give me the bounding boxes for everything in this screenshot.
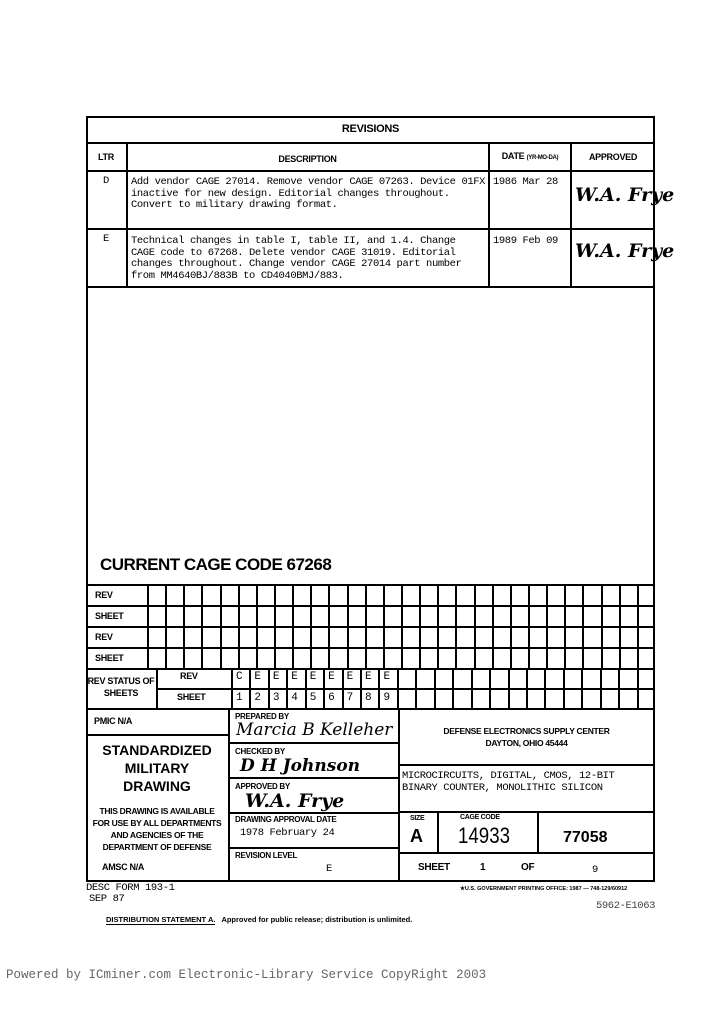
sheet-cell (526, 688, 544, 708)
grid-cell-divider (238, 584, 240, 668)
rev-cell (489, 668, 507, 688)
rev-cell (231, 668, 249, 688)
rev-value: E (365, 671, 372, 683)
approved-signature: W.A. Frye (575, 184, 675, 206)
rev-cell (415, 668, 433, 688)
rev-cell (618, 668, 636, 688)
checked-by-signature: D H Johnson (240, 756, 361, 776)
rev-cell (563, 668, 581, 688)
grid-cell-divider (564, 584, 566, 668)
sheet-value: 1 (236, 692, 243, 704)
rev-cell (323, 668, 341, 688)
rev-cell (378, 668, 396, 688)
current-cage-code: CURRENT CAGE CODE 67268 (100, 555, 332, 574)
prepared-by-label: PREPARED BY (235, 712, 289, 721)
rev-cell (434, 668, 452, 688)
description-header: DESCRIPTION (278, 154, 337, 164)
amsc-label: AMSC N/A (102, 862, 145, 872)
sheet-cell (452, 688, 470, 708)
grid-cell-divider (256, 584, 258, 668)
sheet-cell (471, 688, 489, 708)
standardized-military-drawing (86, 741, 228, 795)
sheet-cell (415, 688, 433, 708)
sheet-cell (563, 688, 581, 708)
grid-cell-divider (201, 584, 203, 668)
sheet-value: 7 (346, 692, 354, 704)
rev-value: C (236, 671, 243, 683)
sheet-value: 3 (272, 692, 280, 704)
rev-cell (342, 668, 360, 688)
sheet-value: 4 (291, 692, 298, 704)
rev-value: E (383, 671, 391, 683)
rev-status-label: REV STATUS OF SHEETS (87, 676, 155, 698)
watermark: Powered by ICminer.com Electronic-Library Service CopyRight 2003 (6, 968, 487, 982)
sheet-value: 5 (309, 692, 317, 704)
sheet-cell (249, 688, 267, 708)
rev-cell (268, 668, 286, 688)
pmic-label: PMIC N/A (94, 716, 133, 726)
sheet-cell (231, 688, 249, 708)
rev-cell (600, 668, 618, 688)
sheet-cell (637, 688, 655, 708)
drawing-title: MICROCIRCUITS, DIGITAL, CMOS, 12-BIT BINARY COUNTER, MONOLITHIC SILICON (402, 770, 615, 794)
grid-cell-divider (455, 584, 457, 668)
drawing-text: DRAWING (123, 778, 191, 794)
status-sheet-label: SHEET (177, 692, 206, 702)
sheet-cell (323, 688, 341, 708)
date-header-label: DATE (501, 151, 525, 161)
sheet-cell (581, 688, 599, 708)
rev-cell (471, 668, 489, 688)
rev-value: E (254, 671, 262, 683)
grid-row-label: SHEET (95, 653, 124, 663)
rev-value: E (272, 671, 280, 683)
sheet-total: 9 (592, 864, 598, 876)
grid-row-label: REV (95, 590, 113, 600)
sheet-value: 9 (383, 692, 391, 704)
agency-name: DEFENSE ELECTRONICS SUPPLY CENTER (443, 726, 610, 736)
cage-code-value: 14933 (458, 823, 511, 848)
standardized-text: STANDARDIZED (102, 742, 212, 758)
approved-by-signature: W.A. Frye (245, 790, 345, 812)
sheet-cell (342, 688, 360, 708)
grid-cell-divider (328, 584, 330, 668)
revision-ltr: E (103, 233, 109, 245)
prepared-by-signature: Marcia B Kelleher (236, 720, 393, 740)
date-header (490, 151, 570, 161)
approved-by-label: APPROVED BY (235, 782, 290, 791)
size-value: A (410, 826, 423, 846)
rev-cell (397, 668, 415, 688)
distribution-text: Approved for public release; distribution is unlimited. (221, 915, 413, 924)
rev-value: E (328, 671, 335, 683)
ltr-header: LTR (98, 152, 114, 162)
grid-cell-divider (619, 584, 621, 668)
status-rev-label: REV (180, 671, 198, 681)
grid-cell-divider (183, 584, 185, 668)
sheet-cell (305, 688, 323, 708)
size-label: SIZE (410, 815, 425, 822)
distribution-statement (106, 915, 412, 924)
approval-date: 1978 February 24 (240, 827, 335, 839)
grid-cell-divider (528, 584, 530, 668)
revisions-title: REVISIONS (341, 123, 400, 135)
grid-cell-divider (365, 584, 367, 668)
rev-value: E (309, 671, 317, 683)
sheet-cell (544, 688, 562, 708)
availability-note: THIS DRAWING IS AVAILABLE FOR USE BY ALL DEPARTMENTS AND AGENCIES OF THE DEPARTMENT OF DEFENSE (92, 806, 222, 852)
grid-cell-divider (347, 584, 349, 668)
grid-cell-divider (383, 584, 385, 668)
revision-description: Add vendor CAGE 27014. Remove vendor CAGE 07263. Device 01FX inactive for new design. Editorial changes throughout. Convert to military drawing format. (131, 176, 486, 211)
sheet-number: 1 (480, 862, 486, 873)
rev-cell (452, 668, 470, 688)
rev-cell (637, 668, 655, 688)
rev-value: E (346, 671, 354, 683)
sheet-value: 6 (328, 692, 335, 704)
grid-cell-divider (401, 584, 403, 668)
grid-cell-divider (474, 584, 476, 668)
grid-cell-divider (165, 584, 167, 668)
grid-cell-divider (147, 584, 149, 668)
sheet-cell (268, 688, 286, 708)
approved-header: APPROVED (588, 152, 638, 162)
grid-cell-divider (546, 584, 548, 668)
distribution-label: DISTRIBUTION STATEMENT A. (106, 915, 216, 924)
military-text: MILITARY (124, 760, 190, 776)
grid-cell-divider (637, 584, 639, 668)
rev-cell (508, 668, 526, 688)
grid-cell-divider (220, 584, 222, 668)
revision-ltr: D (103, 175, 109, 187)
rev-cell (286, 668, 304, 688)
rev-cell (526, 668, 544, 688)
grid-row-label: REV (95, 632, 113, 642)
sheet-cell (600, 688, 618, 708)
grid-cell-divider (437, 584, 439, 668)
rev-cell (544, 668, 562, 688)
grid-cell-divider (292, 584, 294, 668)
sheet-cell (489, 688, 507, 708)
revision-date: 1989 Feb 09 (493, 235, 558, 247)
rev-cell (360, 668, 378, 688)
agency-address: DAYTON, OHIO 45444 (485, 738, 568, 748)
form-number: DESC FORM 193-1 (86, 882, 175, 894)
rev-cell (249, 668, 267, 688)
revision-date: 1986 Mar 28 (493, 176, 558, 188)
printing-office: ★U.S. GOVERNMENT PRINTING OFFICE: 1987 — 748-129/60912 (460, 886, 628, 892)
form-date: SEP 87 (89, 893, 125, 905)
sheet-value: 2 (254, 692, 262, 704)
approved-signature: W.A. Frye (575, 240, 675, 262)
date-format-label: (YR-MO-DA) (526, 155, 559, 161)
revision-level: E (326, 863, 332, 875)
drawing-number: 77058 (563, 829, 608, 846)
grid-cell-divider (310, 584, 312, 668)
grid-cell-divider (601, 584, 603, 668)
sheet-label: SHEET (418, 862, 450, 873)
sheet-cell (434, 688, 452, 708)
sheet-cell (378, 688, 396, 708)
revision-description: Technical changes in table I, table II, and 1.4. Change CAGE code to 67268. Delete vendor CAGE 31019. Editorial changes throughout. Change vendor CAGE 27014 part number from MM4640BJ/883B to CD4040BMJ/883. (131, 235, 462, 282)
grid-cell-divider (419, 584, 421, 668)
cage-code-label: CAGE CODE (460, 814, 500, 821)
grid-cell-divider (274, 584, 276, 668)
revision-level-label: REVISION LEVEL (235, 851, 298, 860)
approval-date-label: DRAWING APPROVAL DATE (235, 815, 337, 824)
sheet-cell (286, 688, 304, 708)
checked-by-label: CHECKED BY (235, 747, 285, 756)
rev-value: E (291, 671, 298, 683)
document-number: 5962-E1063 (596, 900, 656, 912)
rev-cell (305, 668, 323, 688)
sheet-value: 8 (365, 692, 372, 704)
of-label: OF (521, 862, 535, 873)
rev-cell (581, 668, 599, 688)
sheet-cell (508, 688, 526, 708)
grid-cell-divider (510, 584, 512, 668)
sheet-cell (618, 688, 636, 708)
sheet-cell (360, 688, 378, 708)
grid-cell-divider (492, 584, 494, 668)
grid-row-label: SHEET (95, 611, 124, 621)
sheet-cell (397, 688, 415, 708)
grid-cell-divider (582, 584, 584, 668)
